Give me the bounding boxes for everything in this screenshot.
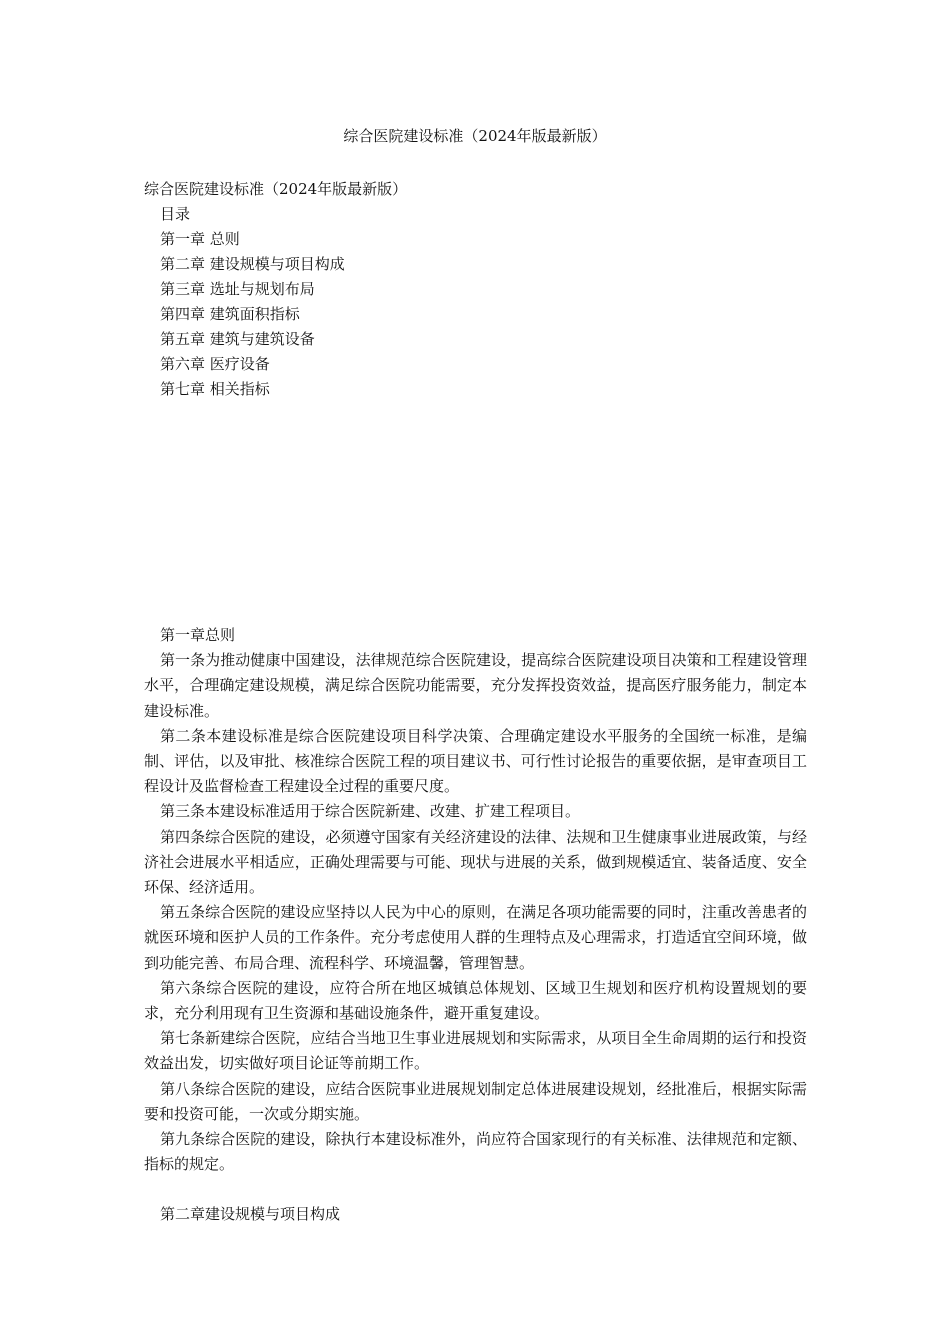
toc-item-chapter-1: 第一章 总则 bbox=[160, 230, 240, 248]
article-7: 第七条新建综合医院，应结合当地卫生事业进展规划和实际需求，从项目全生命周期的运行和投资效益出发，切实做好项目论证等前期工作。 bbox=[144, 1029, 807, 1073]
document-title: 综合医院建设标准（2024年版最新版） bbox=[343, 127, 607, 145]
toc-item-chapter-5: 第五章 建筑与建筑设备 bbox=[160, 330, 315, 348]
article-9: 第九条综合医院的建设，除执行本建设标准外，尚应符合国家现行的有关标准、法律规范和定额、指标的规定。 bbox=[144, 1130, 807, 1174]
article-8: 第八条综合医院的建设，应结合医院事业进展规划制定总体进展建设规划，经批准后，根据实际需要和投资可能，一次或分期实施。 bbox=[144, 1079, 807, 1123]
article-2: 第二条本建设标准是综合医院建设项目科学决策、合理确定建设水平服务的全国统一标准，是编制、评估，以及审批、核准综合医院工程的项目建议书、可行性讨论报告的重要依据，是审查项目工程设计及监督检查工程建设全过程的重要尺度。 bbox=[144, 726, 807, 796]
section-gap bbox=[144, 1177, 807, 1202]
table-of-contents bbox=[144, 177, 824, 402]
article-3: 第三条本建设标准适用于综合医院新建、改建、扩建工程项目。 bbox=[160, 802, 581, 821]
toc-label: 目录 bbox=[160, 205, 191, 223]
chapter-1-heading: 第一章总则 bbox=[160, 626, 236, 644]
toc-item-chapter-3: 第三章 选址与规划布局 bbox=[160, 280, 315, 298]
article-6: 第六条综合医院的建设，应符合所在地区城镇总体规划、区域卫生规划和医疗机构设置规划的要求，充分利用现有卫生资源和基础设施条件，避开重复建设。 bbox=[144, 978, 807, 1023]
toc-item-chapter-4: 第四章 建筑面积指标 bbox=[160, 305, 300, 323]
article-1: 第一条为推动健康中国建设，法律规范综合医院建设，提高综合医院建设项目决策和工程建设管理水平，合理确定建设规模，满足综合医院功能需要，充分发挥投资效益，提高医疗服务能力，制定本建设标准。 bbox=[144, 651, 807, 720]
article-5: 第五条综合医院的建设应坚持以人民为中心的原则，在满足各项功能需要的同时，注重改善患者的就医环境和医护人员的工作条件。充分考虑使用人群的生理特点及心理需求，打造适宜空间环境，做到功能完善、布局合理、流程科学、环境温馨，管理智慧。 bbox=[144, 903, 807, 972]
toc-item-chapter-6: 第六章 医疗设备 bbox=[160, 355, 270, 373]
article-4: 第四条综合医院的建设，必须遵守国家有关经济建设的法律、法规和卫生健康事业进展政策，与经济社会进展水平相适应，正确处理需要与可能、现状与进展的关系，做到规模适宜、装备适度、安全环保、经济适用。 bbox=[144, 827, 807, 897]
toc-item-chapter-7: 第七章 相关指标 bbox=[160, 380, 270, 398]
chapter-2-heading: 第二章建设规模与项目构成 bbox=[160, 1205, 341, 1224]
document-body bbox=[144, 623, 807, 1228]
toc-item-chapter-2: 第二章 建设规模与项目构成 bbox=[160, 255, 345, 273]
toc-heading: 综合医院建设标准（2024年版最新版） bbox=[144, 180, 408, 198]
